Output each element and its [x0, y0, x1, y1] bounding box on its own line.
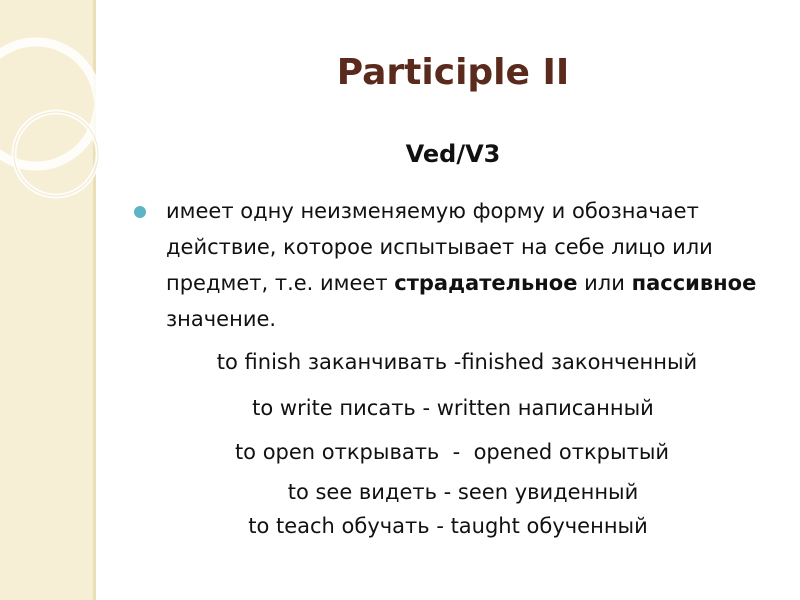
slide-subtitle: Ved/V3 — [405, 140, 501, 168]
example-line: to open открывать - opened открытый — [234, 440, 670, 464]
example-line: to write писать - written написанный — [252, 396, 654, 420]
bullet-paragraph — [166, 193, 786, 337]
bullet-text-part: имеет одну неизменяемую форму и обозначает действие, которое испытывает на себе лицо или предмет, т.е. имеет — [166, 199, 713, 295]
example-line: to finish заканчивать -finished законченный — [216, 350, 698, 374]
bullet-text-part: или — [577, 271, 632, 295]
bullet-icon — [134, 206, 146, 218]
slide-title: Participle II — [336, 52, 570, 93]
bullet-text-part: значение. — [166, 307, 277, 331]
bold-term-passive-1: страдательное — [394, 271, 578, 295]
example-line: to see видеть - seen увиденный — [287, 480, 639, 504]
bold-term-passive-2: пассивное — [631, 271, 757, 295]
example-line: to teach обучать - taught обученный — [248, 514, 648, 538]
decorative-rings-icon — [0, 0, 130, 260]
